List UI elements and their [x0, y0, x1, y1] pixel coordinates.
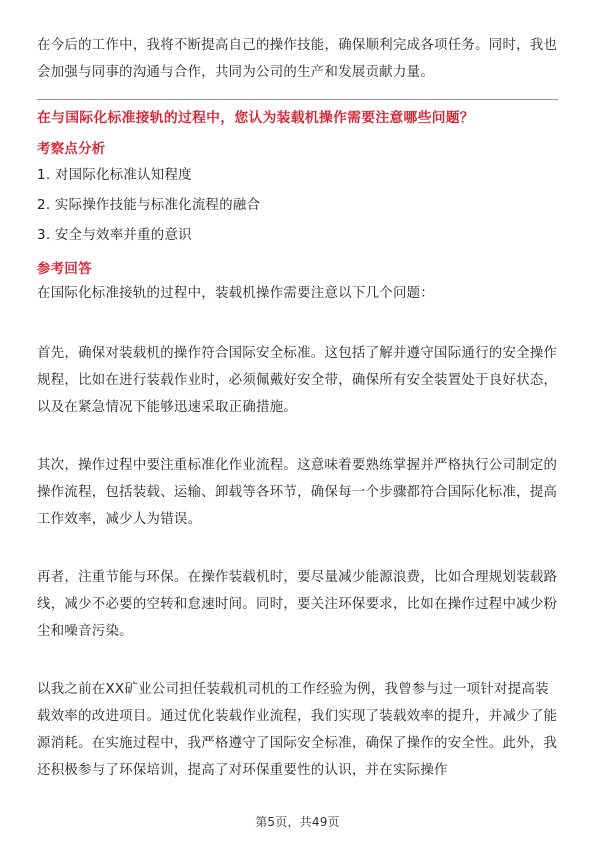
section-divider [37, 99, 558, 100]
answer-paragraph: 再者，注重节能与环保。在操作装载机时，要尽量减少能源浪费，比如合理规划装载路线，减少不必要的空转和怠速时间。同时，要关注环保要求，比如在操作过程中减少粉尘和噪音污染。 [37, 570, 558, 639]
analysis-item: 3. 安全与效率并重的意识 [37, 228, 192, 243]
answer-lead: 在国际化标准接轨的过程中，装载机操作需要注意以下几个问题： [37, 286, 435, 301]
analysis-heading: 考察点分析 [37, 142, 106, 157]
analysis-item: 1. 对国际化标准认知程度 [37, 168, 192, 183]
analysis-item: 2. 实际操作技能与标准化流程的融合 [37, 198, 261, 213]
interview-question: 在与国际化标准接轨的过程中，您认为装载机操作需要注意哪些问题？ [37, 110, 475, 126]
answer-paragraph: 其次，操作过程中要注重标准化作业流程。这意味着要熟练掌握并严格执行公司制定的操作流程，包括装载、运输、卸载等各环节，确保每一个步骤都符合国际化标准，提高工作效率，减少人为错误。 [37, 458, 558, 527]
intro-paragraph: 在今后的工作中，我将不断提高自己的操作技能，确保顺利完成各项任务。同时，我也会加强与同事的沟通与合作，共同为公司的生产和发展贡献力量。 [37, 38, 558, 80]
page-number: 第5页，共49页 [255, 815, 340, 829]
answer-heading: 参考回答 [37, 262, 92, 277]
answer-paragraph: 首先，确保对装载机的操作符合国际安全标准。这包括了解并遵守国际通行的安全操作规程，比如在进行装载作业时，必须佩戴好安全带，确保所有安全装置处于良好状态，以及在紧急情况下能够迅速采取正确措施。 [37, 346, 558, 415]
answer-paragraph: 以我之前在XX矿业公司担任装载机司机的工作经验为例，我曾参与过一项针对提高装载效率的改进项目。通过优化装载作业流程，我们实现了装载效率的提升，并减少了能源消耗。在实施过程中，我严格遵守了国际安全标准，确保了操作的安全性。此外，我还积极参与了环保培训，提高了对环保重要性的认识，并在实际操作 [37, 682, 558, 778]
